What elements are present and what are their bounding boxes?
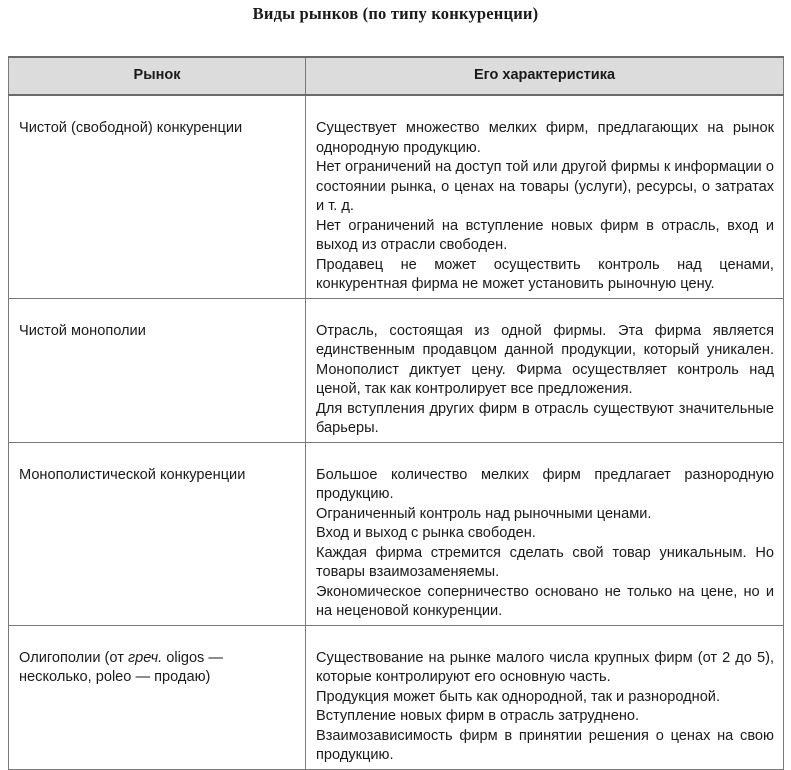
characteristic-line: Вступление новых фирм в отрасль затруднено. (316, 708, 640, 724)
characteristic-line: Каждая фирма стремится сделать свой товар уникальным. Но товары взаимозаменяемы. (316, 544, 774, 580)
column-header-market: Рынок (9, 57, 306, 95)
market-types-table (8, 56, 784, 770)
characteristic-cell (306, 442, 784, 625)
characteristic-line: Нет ограничений на доступ той или другой фирмы к информации о состоянии рынка, о ценах на товары (услуги), ресурсы, о затратах и т. д. (316, 159, 774, 214)
characteristic-cell (306, 95, 784, 298)
characteristic-line: Взаимозависимость фирм в принятии решения о ценах на свою продукцию. (316, 727, 774, 763)
characteristic-line: Экономическое соперничество основано не только на цене, но и на неценовой конкуренции. (316, 583, 774, 619)
characteristic-line: Большое количество мелких фирм предлагает разнородную продукцию. (316, 466, 774, 502)
table-header-row (9, 57, 784, 95)
greek-abbreviation: греч. (127, 649, 163, 666)
characteristic-line: Нет ограничений на вступление новых фирм в отрасль, вход и выход из отрасли свободен. (316, 217, 774, 253)
column-header-characteristic: Его характеристика (306, 57, 784, 95)
page-title: Виды рынков (по типу конкуренции) (252, 4, 539, 23)
characteristic-line: Ограниченный контроль над рыночными ценами. (316, 505, 652, 522)
market-name-part: oligos — несколько, poleo — продаю) (19, 649, 224, 685)
characteristic-line: Отрасль, состоящая из одной фирмы. Эта фирма является единственным продавцом данной продукции, который уникален. Монополист диктует цену. Фирма осуществляет контроль над ценой, так как контролирует все предложения. (316, 322, 774, 397)
market-name-part: Олигополии (от (19, 649, 128, 666)
market-name-cell: Чистой монополии (9, 298, 306, 442)
table-row (9, 625, 784, 769)
market-name-cell: Монополистической конкуренции (9, 442, 306, 625)
table-row (9, 298, 784, 442)
characteristic-line: Для вступления других фирм в отрасль существуют значительные барьеры. (316, 400, 774, 436)
table-row (9, 95, 784, 298)
market-name-cell: Чистой (свободной) конкуренции (9, 95, 306, 298)
characteristic-cell (306, 625, 784, 769)
characteristic-line: Продавец не может осуществить контроль над ценами, конкурентная фирма не может установить рыночную цену. (316, 256, 774, 292)
market-name-cell (9, 625, 306, 769)
characteristic-line: Вход и выход с рынка свободен. (316, 525, 536, 541)
characteristic-cell (306, 298, 784, 442)
characteristic-line: Существование на рынке малого числа крупных фирм (от 2 до 5), которые контролируют его основную часть. (316, 649, 774, 685)
table-row (9, 442, 784, 625)
characteristic-line: Продукция может быть как однородной, так и разнородной. (316, 688, 721, 705)
characteristic-line: Существует множество мелких фирм, предлагающих на рынок однородную продукцию. (316, 120, 774, 156)
